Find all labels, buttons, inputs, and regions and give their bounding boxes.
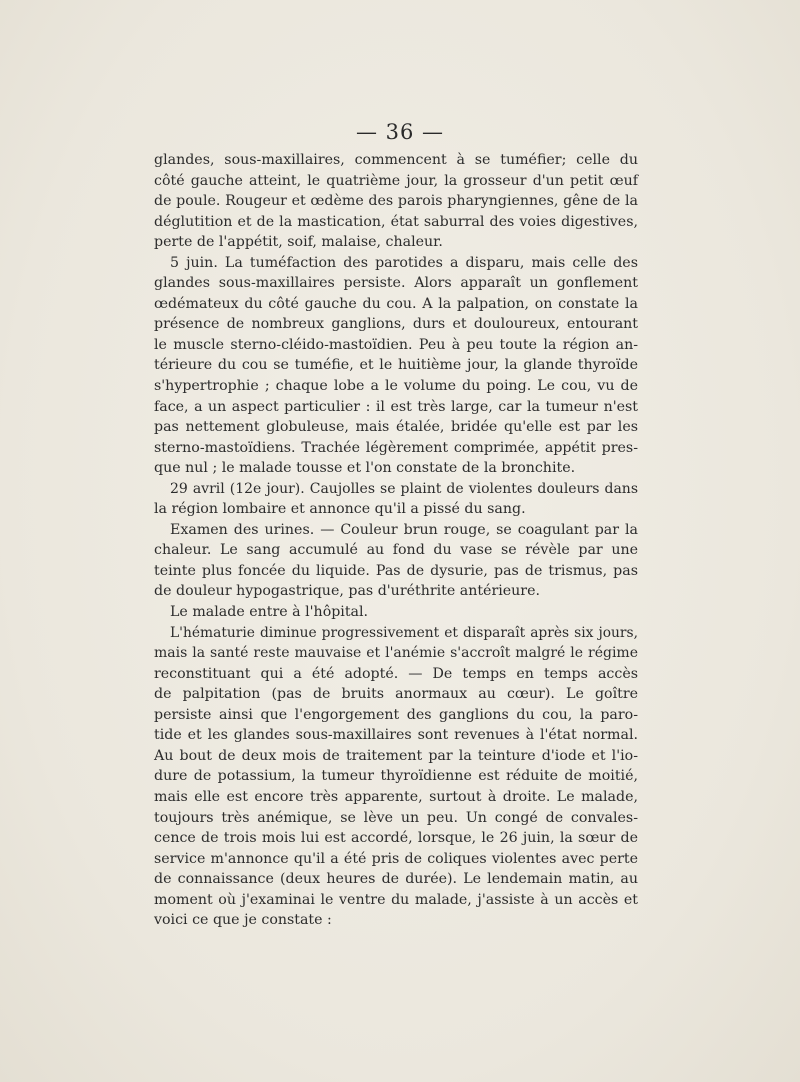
text-line: présence de nombreux ganglions, durs et douloureux, entourant bbox=[154, 316, 638, 333]
text-line: L'hématurie diminue progressivement et disparaît après six jours, bbox=[170, 624, 638, 641]
text-line: 29 avril (12e jour). Caujolles se plaint de violentes douleurs dans bbox=[170, 480, 638, 497]
text-line: service m'annonce qu'il a été pris de coliques violentes avec perte bbox=[154, 850, 638, 867]
text-line: mais la santé reste mauvaise et l'anémie s'accroît malgré le régime bbox=[154, 645, 638, 662]
text-line: tide et les glandes sous-maxillaires sont revenues à l'état normal. bbox=[154, 727, 638, 744]
text-line: dure de potassium, la tumeur thyroïdienne est réduite de moitié, bbox=[154, 768, 638, 785]
text-line: de poule. Rougeur et œdème des parois pharyngiennes, gêne de la bbox=[154, 193, 638, 210]
page-number: — 36 — bbox=[355, 120, 445, 144]
body-text bbox=[154, 150, 638, 931]
text-line: Examen des urines. — Couleur brun rouge, se coagulant par la bbox=[170, 521, 638, 538]
text-line: teinte plus foncée du liquide. Pas de dysurie, pas de trismus, pas bbox=[154, 562, 638, 579]
text-line: mais elle est encore très apparente, surtout à droite. Le malade, bbox=[154, 788, 638, 805]
text-line: persiste ainsi que l'engorgement des ganglions du cou, la paro- bbox=[154, 706, 638, 723]
text-line: térieure du cou se tuméfie, et le huitième jour, la glande thyroïde bbox=[154, 357, 638, 374]
text-line: œdémateux du côté gauche du cou. A la palpation, on constate la bbox=[154, 295, 638, 312]
text-line: moment où j'examinai le ventre du malade, j'assiste à un accès et bbox=[154, 891, 638, 908]
text-line: chaleur. Le sang accumulé au fond du vase se révèle par une bbox=[154, 542, 638, 559]
text-line: côté gauche atteint, le quatrième jour, la grosseur d'un petit œuf bbox=[154, 172, 638, 189]
text-line: glandes, sous-maxillaires, commencent à se tuméfier; celle du bbox=[154, 152, 638, 168]
text-line: cence de trois mois lui est accordé, lorsque, le 26 juin, la sœur de bbox=[154, 830, 638, 847]
text-line: Au bout de deux mois de traitement par la teinture d'iode et l'io- bbox=[154, 747, 638, 764]
text-line: glandes sous-maxillaires persiste. Alors apparaît un gonflement bbox=[154, 275, 638, 292]
text-line: sterno-mastoïdiens. Trachée légèrement comprimée, appétit pres- bbox=[154, 439, 638, 456]
text-line: pas nettement globuleuse, mais étalée, bridée qu'elle est par les bbox=[154, 419, 638, 436]
text-line: perte de l'appétit, soif, malaise, chaleur. bbox=[154, 234, 443, 251]
text-line: Le malade entre à l'hôpital. bbox=[170, 604, 369, 621]
text-line: le muscle sterno-cléido-mastoïdien. Peu à peu toute la région an- bbox=[154, 336, 638, 353]
text-line: s'hypertrophie ; chaque lobe a le volume du poing. Le cou, vu de bbox=[154, 378, 638, 395]
text-line: de douleur hypogastrique, pas d'uréthrite antérieure. bbox=[154, 583, 540, 600]
text-line: reconstituant qui a été adopté. — De temps en temps accès bbox=[154, 665, 638, 682]
text-line: voici ce que je constate : bbox=[154, 912, 332, 929]
text-line: toujours très anémique, se lève un peu. Un congé de convales- bbox=[154, 809, 638, 826]
text-line: déglutition et de la mastication, état saburral des voies digestives, bbox=[154, 213, 638, 230]
text-line: de connaissance (deux heures de durée). Le lendemain matin, au bbox=[154, 871, 638, 888]
text-line: de palpitation (pas de bruits anormaux au cœur). Le goître bbox=[154, 686, 638, 703]
text-line: face, a un aspect particulier : il est très large, car la tumeur n'est bbox=[154, 398, 638, 415]
text-line: 5 juin. La tuméfaction des parotides a disparu, mais celle des bbox=[170, 254, 638, 271]
text-line: que nul ; le malade tousse et l'on constate de la bronchite. bbox=[154, 460, 576, 477]
text-line: la région lombaire et annonce qu'il a pissé du sang. bbox=[154, 501, 526, 518]
